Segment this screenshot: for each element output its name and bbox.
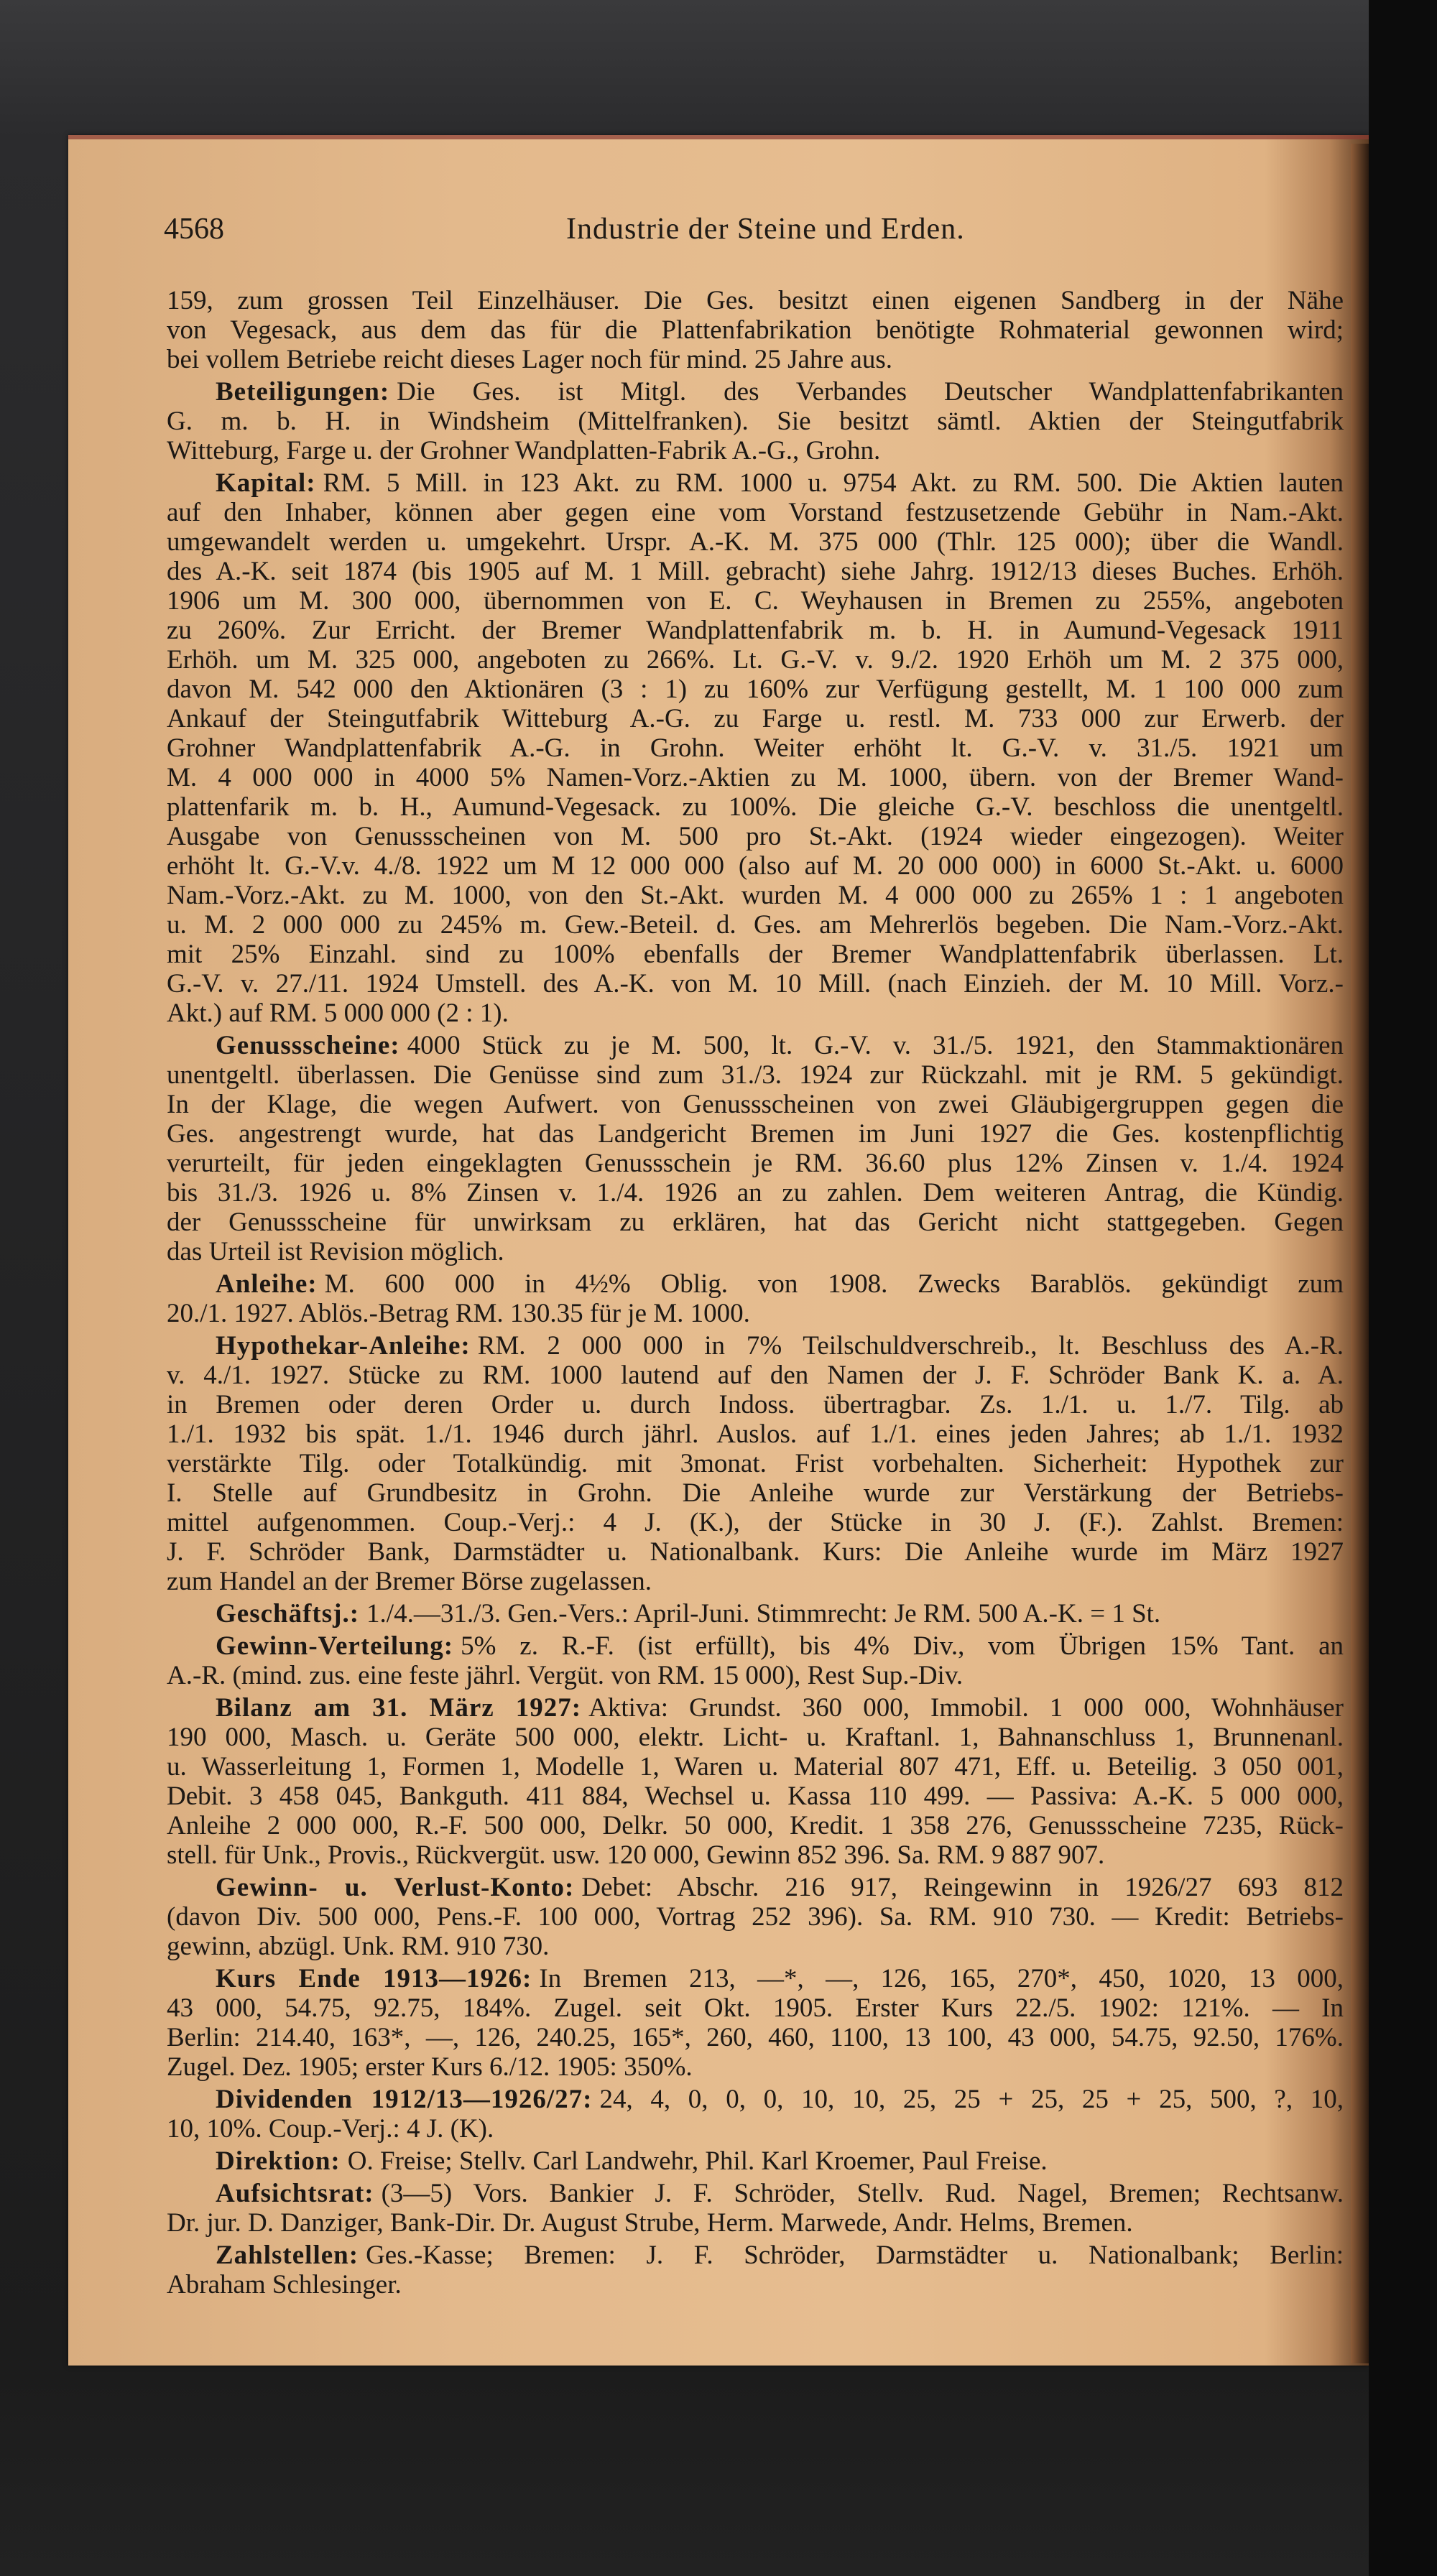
section-label: Dividenden 1912/13—1926/27: <box>216 2085 593 2114</box>
line-text: M. 4 000 000 in 4000 5% Namen-Vorz.-Aktien zu M. 1000, übern. von der Bremer Wand- <box>167 763 1344 792</box>
line-text: bei vollem Betriebe reicht dieses Lager noch für mind. 25 Jahre aus. <box>167 345 892 374</box>
line-text: J. F. Schröder Bank, Darmstädter u. Nationalbank. Kurs: Die Anleihe wurde im März 1927 <box>167 1537 1344 1567</box>
scan-border <box>1369 0 1437 2576</box>
text-line <box>167 1811 1344 1840</box>
text-line <box>167 1090 1344 1119</box>
text-line <box>167 1840 1344 1870</box>
text-line <box>167 1269 1344 1299</box>
text-line <box>167 1208 1344 1237</box>
text-line <box>167 1723 1344 1752</box>
line-text: 190 000, Masch. u. Geräte 500 000, elektr. Licht- u. Kraftanl. 1, Bahnanschluss 1, Brunnenanl. <box>167 1723 1344 1752</box>
line-text: Berlin: 214.40, 163*, —, 126, 240.25, 165*, 260, 460, 1100, 13 100, 43 000, 54.75, 92.50, 176%. <box>167 2023 1344 2052</box>
line-text: des A.-K. seit 1874 (bis 1905 auf M. 1 Mill. gebracht) siehe Jahrg. 1912/13 dieses Buches. Erhöh. <box>167 557 1344 586</box>
line-text: Nam.-Vorz.-Akt. zu M. 1000, von den St.-Akt. wurden M. 4 000 000 zu 265% 1 : 1 angeboten <box>167 881 1344 910</box>
text-line <box>167 1537 1344 1567</box>
text-line <box>167 1390 1344 1419</box>
text-line <box>167 792 1344 822</box>
line-text: stell. für Unk., Provis., Rückvergüt. usw. 120 000, Gewinn 852 396. Sa. RM. 9 887 907. <box>167 1840 1105 1870</box>
text-line <box>167 1567 1344 1596</box>
text-line <box>167 436 1344 465</box>
paragraph <box>167 2085 1344 2144</box>
line-text: zum Handel an der Bremer Börse zugelassen. <box>167 1567 652 1596</box>
line-text: Erhöh. um M. 325 000, angeboten zu 266%. Lt. G.-V. v. 9./2. 1920 Erhöh um M. 2 375 000, <box>167 645 1344 675</box>
section-label: Gewinn-Verteilung: <box>216 1631 454 1661</box>
text-line <box>167 2023 1344 2052</box>
text-line <box>167 733 1344 763</box>
line-text: unentgeltl. überlassen. Die Genüsse sind zum 31./3. 1924 zur Rückzahl. mit je RM. 5 gekündigt. <box>167 1060 1344 1090</box>
text-line <box>167 2146 1344 2176</box>
line-text: In der Klage, die wegen Aufwert. von Genussscheinen von zwei Gläubigergruppen gegen die <box>167 1090 1344 1119</box>
text-line <box>167 377 1344 407</box>
text-line <box>167 557 1344 586</box>
text-line <box>167 851 1344 881</box>
text-line <box>167 1119 1344 1149</box>
line-text: Akt.) auf RM. 5 000 000 (2 : 1). <box>167 999 509 1028</box>
text-line <box>167 527 1344 557</box>
paragraph <box>167 377 1344 465</box>
line-text: 43 000, 54.75, 92.75, 184%. Zugel. seit Okt. 1905. Erster Kurs 22./5. 1902: 121%. — In <box>167 1993 1344 2023</box>
line-text: Die Ges. ist Mitgl. des Verbandes Deutscher Wandplattenfabrikanten <box>397 377 1344 407</box>
text-line <box>167 1932 1344 1961</box>
line-text: gewinn, abzügl. Unk. RM. 910 730. <box>167 1932 550 1961</box>
text-line <box>167 1873 1344 1902</box>
section-label: Bilanz am 31. März 1927: <box>216 1693 582 1723</box>
line-text: Zugel. Dez. 1905; erster Kurs 6./12. 1905: 350%. <box>167 2052 693 2082</box>
text-line <box>167 616 1344 645</box>
paragraph <box>167 1964 1344 2082</box>
text-line <box>167 1478 1344 1508</box>
text-line <box>167 2052 1344 2082</box>
line-text: G.-V. v. 27./11. 1924 Umstell. des A.-K. von M. 10 Mill. (nach Einzieh. der M. 10 Mill. Vorz.- <box>167 969 1344 999</box>
text-line <box>167 1902 1344 1932</box>
line-text: Grohner Wandplattenfabrik A.-G. in Grohn. Weiter erhöht lt. G.-V. v. 31./5. 1921 um <box>167 733 1344 763</box>
line-text: RM. 2 000 000 in 7% Teilschuldverschreib., lt. Beschluss des A.-R. <box>477 1331 1344 1361</box>
text-line <box>167 586 1344 616</box>
text-line <box>167 910 1344 940</box>
text-line <box>167 1449 1344 1478</box>
line-text: Ankauf der Steingutfabrik Witteburg A.-G. zu Farge u. restl. M. 733 000 zur Erwerb. der <box>167 704 1344 733</box>
line-text: der Genussscheine für unwirksam zu erklären, hat das Gericht nicht stattgegeben. Gegen <box>167 1208 1344 1237</box>
paragraph <box>167 1331 1344 1596</box>
text-line <box>167 315 1344 345</box>
section-label: Kurs Ende 1913—1926: <box>216 1964 532 1993</box>
section-label: Aufsichtsrat: <box>216 2179 374 2208</box>
line-text: I. Stelle auf Grundbesitz in Grohn. Die Anleihe wurde zur Verstärkung der Betriebs- <box>167 1478 1344 1508</box>
line-text: Witteburg, Farge u. der Grohner Wandplatten-Fabrik A.-G., Grohn. <box>167 436 881 465</box>
line-text: Ges. angestrengt wurde, hat das Landgericht Bremen im Juni 1927 die Ges. kostenpflichtig <box>167 1119 1344 1149</box>
text-line <box>167 345 1344 374</box>
text-line <box>167 999 1344 1028</box>
line-text: 4000 Stück zu je M. 500, lt. G.-V. v. 31./5. 1921, den Stammaktionären <box>407 1031 1344 1060</box>
text-line <box>167 2208 1344 2238</box>
line-text: davon M. 542 000 den Aktionären (3 : 1) zu 160% zur Verfügung gestellt, M. 1 100 000 zum <box>167 675 1344 704</box>
line-text: 20./1. 1927. Ablös.-Betrag RM. 130.35 für je M. 1000. <box>167 1299 750 1328</box>
text-line <box>167 1599 1344 1628</box>
text-line <box>167 675 1344 704</box>
text-line <box>167 1237 1344 1266</box>
page-binding-edge <box>1351 144 1369 2363</box>
line-text: erhöht lt. G.-V.v. 4./8. 1922 um M 12 000 000 (also auf M. 20 000 000) in 6000 St.-Akt. u. 6000 <box>167 851 1344 881</box>
section-label: Geschäftsj.: <box>216 1599 360 1628</box>
text-line <box>167 704 1344 733</box>
line-text: Aktiva: Grundst. 360 000, Immobil. 1 000 000, Wohnhäuser <box>588 1693 1344 1723</box>
section-label: Genussscheine: <box>216 1031 400 1060</box>
line-text: Ges.-Kasse; Bremen: J. F. Schröder, Darmstädter u. Nationalbank; Berlin: <box>366 2241 1344 2270</box>
text-line <box>167 1782 1344 1811</box>
line-text: 24, 4, 0, 0, 0, 10, 10, 25, 25 + 25, 25 + 25, 500, ?, 10, <box>599 2085 1344 2114</box>
page-top-edge <box>68 135 1369 139</box>
line-text: mittel aufgenommen. Coup.-Verj.: 4 J. (K.), der Stücke in 30 J. (F.). Zahlst. Bremen: <box>167 1508 1344 1537</box>
section-label: Hypothekar-Anleihe: <box>216 1331 471 1361</box>
line-text: 1906 um M. 300 000, übernommen von E. C. Weyhausen in Bremen zu 255%, angeboten <box>167 586 1344 616</box>
paragraph <box>167 1873 1344 1961</box>
text-line <box>167 468 1344 498</box>
line-text: In Bremen 213, —*, —, 126, 165, 270*, 450, 1020, 13 000, <box>539 1964 1344 1993</box>
line-text: umgewandelt werden u. umgekehrt. Urspr. A.-K. M. 375 000 (Thlr. 125 000); über die Wandl. <box>167 527 1344 557</box>
text-line <box>167 498 1344 527</box>
section-label: Zahlstellen: <box>216 2241 359 2270</box>
text-line <box>167 1361 1344 1390</box>
paragraph <box>167 2241 1344 2299</box>
line-text: Dr. jur. D. Danziger, Bank-Dir. Dr. August Strube, Herm. Marwede, Andr. Helms, Bremen. <box>167 2208 1133 2238</box>
paragraph <box>167 2179 1344 2238</box>
text-line <box>167 1331 1344 1361</box>
line-text: M. 600 000 in 4½% Oblig. von 1908. Zwecks Barablös. gekündigt zum <box>324 1269 1344 1299</box>
paragraph <box>167 1631 1344 1690</box>
line-text: 5% z. R.-F. (ist erfüllt), bis 4% Div., vom Übrigen 15% Tant. an <box>461 1631 1344 1661</box>
text-line <box>167 1631 1344 1661</box>
text-line <box>167 1508 1344 1537</box>
text-line <box>167 286 1344 315</box>
section-label: Direktion: <box>216 2146 341 2176</box>
text-line <box>167 1149 1344 1178</box>
line-text: 1./4.—31./3. Gen.-Vers.: April-Juni. Stimmrecht: Je RM. 500 A.-K. = 1 St. <box>366 1599 1161 1628</box>
running-title: Industrie der Steine und Erden. <box>566 213 965 246</box>
text-line <box>167 969 1344 999</box>
text-line <box>167 1693 1344 1723</box>
paragraph <box>167 2146 1344 2176</box>
text-line <box>167 2241 1344 2270</box>
line-text: 1./1. 1932 bis spät. 1./1. 1946 durch jährl. Auslos. auf 1./1. eines jeden Jahres; ab 1./1. 1932 <box>167 1419 1344 1449</box>
text-line <box>167 1299 1344 1328</box>
line-text: Anleihe 2 000 000, R.-F. 500 000, Delkr. 50 000, Kredit. 1 358 276, Genussscheine 7235, Rück- <box>167 1811 1344 1840</box>
text-line <box>167 2179 1344 2208</box>
section-label: Gewinn- u. Verlust-Konto: <box>216 1873 575 1902</box>
paragraph <box>167 1031 1344 1266</box>
line-text: 10, 10%. Coup.-Verj.: 4 J. (K). <box>167 2114 494 2144</box>
line-text: auf den Inhaber, können aber gegen eine vom Vorstand festzusetzende Gebühr in Nam.-Akt. <box>167 498 1344 527</box>
text-line <box>167 1661 1344 1690</box>
line-text: plattenfarik m. b. H., Aumund-Vegesack. zu 100%. Die gleiche G.-V. beschloss die unentgeltl. <box>167 792 1344 822</box>
line-text: von Vegesack, aus dem das für die Plattenfabrikation benötigte Rohmaterial gewonnen wird; <box>167 315 1344 345</box>
text-line <box>167 2270 1344 2299</box>
line-text: u. M. 2 000 000 zu 245% m. Gew.-Beteil. d. Ges. am Mehrerlös begeben. Die Nam.-Vorz.-Akt. <box>167 910 1344 940</box>
text-line <box>167 407 1344 436</box>
line-text: verurteilt, für jeden eingeklagten Genussschein je RM. 36.60 plus 12% Zinsen v. 1./4. 1924 <box>167 1149 1344 1178</box>
line-text: Debet: Abschr. 216 917, Reingewinn in 1926/27 693 812 <box>581 1873 1344 1902</box>
line-text: A.-R. (mind. zus. eine feste jährl. Vergüt. von RM. 15 000), Rest Sup.-Div. <box>167 1661 964 1690</box>
section-label: Anleihe: <box>216 1269 318 1299</box>
section-label: Beteiligungen: <box>216 377 390 407</box>
line-text: 159, zum grossen Teil Einzelhäuser. Die Ges. besitzt einen eigenen Sandberg in der Nähe <box>167 286 1344 315</box>
text-line <box>167 2114 1344 2144</box>
line-text: u. Wasserleitung 1, Formen 1, Modelle 1, Waren u. Material 807 471, Eff. u. Beteilig. 3 050 001, <box>167 1752 1344 1782</box>
text-line <box>167 1031 1344 1060</box>
page-number: 4568 <box>164 213 224 246</box>
text-line <box>167 763 1344 792</box>
text-line <box>167 1419 1344 1449</box>
line-text: (3—5) Vors. Bankier J. F. Schröder, Stellv. Rud. Nagel, Bremen; Rechtsanw. <box>381 2179 1344 2208</box>
paragraph <box>167 1599 1344 1628</box>
text-line <box>167 1752 1344 1782</box>
line-text: in Bremen oder deren Order u. durch Indoss. übertragbar. Zs. 1./1. u. 1./7. Tilg. ab <box>167 1390 1344 1419</box>
text-line <box>167 1964 1344 1993</box>
text-line <box>167 1993 1344 2023</box>
text-line <box>167 822 1344 851</box>
line-text: mit 25% Einzahl. sind zu 100% ebenfalls der Bremer Wandplattenfabrik überlassen. Lt. <box>167 940 1344 969</box>
page-header <box>164 212 1342 255</box>
line-text: RM. 5 Mill. in 123 Akt. zu RM. 1000 u. 9754 Akt. zu RM. 500. Die Aktien lauten <box>323 468 1344 498</box>
line-text: zu 260%. Zur Erricht. der Bremer Wandplattenfabrik m. b. H. in Aumund-Vegesack 1911 <box>167 616 1344 645</box>
line-text: Abraham Schlesinger. <box>167 2270 402 2299</box>
paragraph <box>167 1269 1344 1328</box>
paragraph <box>167 1693 1344 1870</box>
paragraph <box>167 468 1344 1028</box>
line-text: bis 31./3. 1926 u. 8% Zinsen v. 1./4. 1926 an zu zahlen. Dem weiteren Antrag, die Kündig. <box>167 1178 1344 1208</box>
line-text: O. Freise; Stellv. Carl Landwehr, Phil. Karl Kroemer, Paul Freise. <box>347 2146 1048 2176</box>
text-line <box>167 645 1344 675</box>
text-line <box>167 1178 1344 1208</box>
text-line <box>167 940 1344 969</box>
paragraph <box>167 286 1344 374</box>
line-text: verstärkte Tilg. oder Totalkündig. mit 3monat. Frist vorbehalten. Sicherheit: Hypothek zur <box>167 1449 1344 1478</box>
text-line <box>167 2085 1344 2114</box>
page-body <box>167 286 1344 2302</box>
text-line <box>167 1060 1344 1090</box>
line-text: das Urteil ist Revision möglich. <box>167 1237 504 1266</box>
text-line <box>167 881 1344 910</box>
line-text: Ausgabe von Genussscheinen von M. 500 pro St.-Akt. (1924 wieder eingezogen). Weiter <box>167 822 1344 851</box>
line-text: G. m. b. H. in Windsheim (Mittelfranken). Sie besitzt sämtl. Aktien der Steingutfabrik <box>167 407 1344 436</box>
line-text: (davon Div. 500 000, Pens.-F. 100 000, Vortrag 252 396). Sa. RM. 910 730. — Kredit: Betriebs- <box>167 1902 1344 1932</box>
line-text: v. 4./1. 1927. Stücke zu RM. 1000 lautend auf den Namen der J. F. Schröder Bank K. a. A. <box>167 1361 1344 1390</box>
section-label: Kapital: <box>216 468 316 498</box>
line-text: Debit. 3 458 045, Bankguth. 411 884, Wechsel u. Kassa 110 499. — Passiva: A.-K. 5 000 000, <box>167 1782 1344 1811</box>
